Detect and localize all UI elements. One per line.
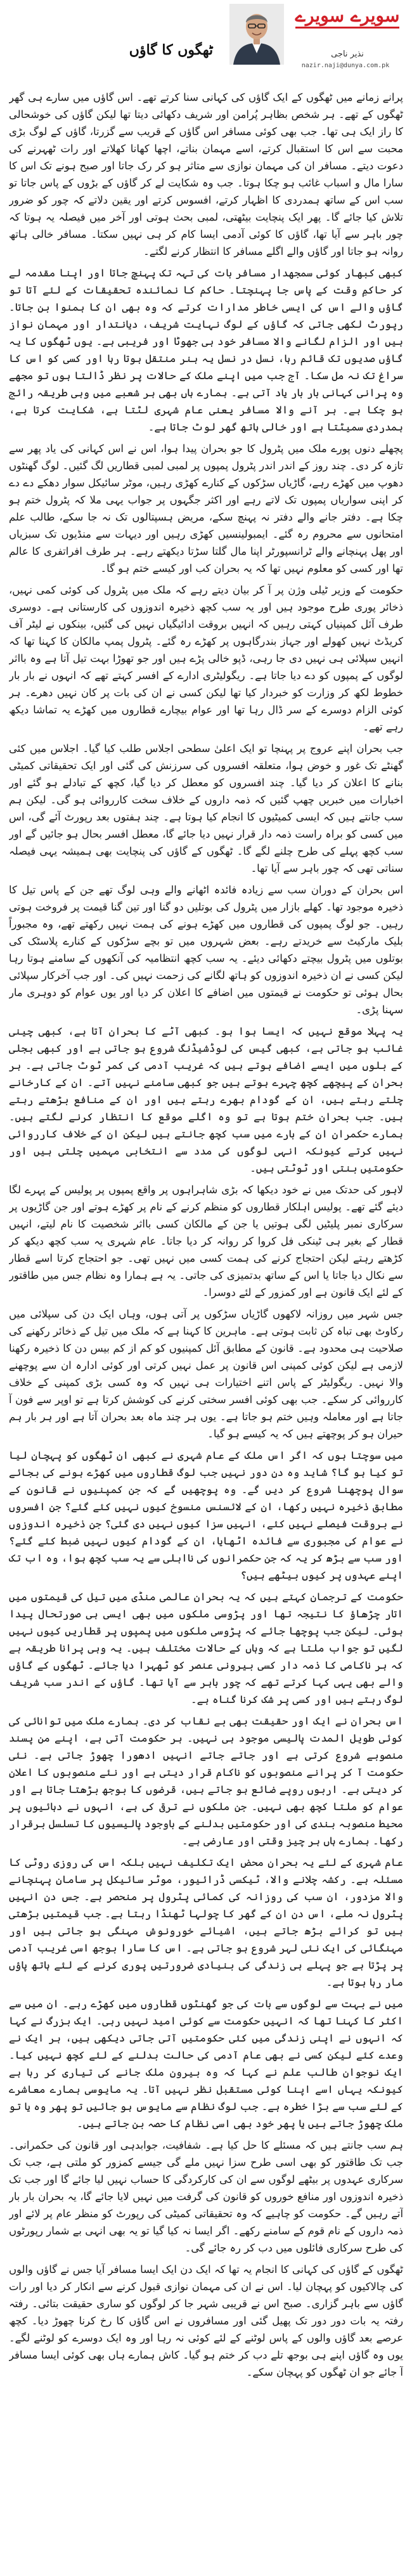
article-paragraph: لاہور کی حدتک میں نے خود دیکھا کہ بڑی شاہراہوں پر واقع پمپوں پر پولیس کے پہرے لگا دیئے گئے تھے۔ پولیس اہلکار قطاروں کو منظم کرنے کے نام پر کھڑے ہوتے اور جن گاڑیوں پر سرکاری نمبر پلیٹیں لگی ہوتیں یا جن کے مالکان کسی بااثر شخصیت کا نام لیتے، انہیں قطار کے بغیر ہی ٹینکی فل کروا کر روانہ کر دیا جاتا۔ عام شہری یہ سب کچھ دیکھ کر کڑھتے رہتے لیکن احتجاج کرنے کی ہمت کسی میں نہیں تھی۔ جو احتجاج کرتا اسے قطار سے نکال دیا جاتا یا اس کے ساتھ بدتمیزی کی جاتی۔ یہ ہے ہمارا وہ نظام جس میں طاقتور کے لئے ایک قانون ہے اور کمزور کے لئے دوسرا۔	[9, 1184, 403, 1298]
author-portrait-icon	[229, 4, 284, 65]
article-paragraph: حکومت کے ترجمان کہتے ہیں کہ یہ بحران عالمی منڈی میں تیل کی قیمتوں میں اتار چڑھاؤ کا نتیجہ تھا اور پڑوسی ملکوں میں بھی ایسی ہی صورتحال پیدا ہوئی۔ لیکن جب پوچھا جائے کہ پڑوسی ملکوں میں پمپوں پر قطاریں کیوں نہیں لگیں تو جواب ملتا ہے کہ وہاں کے حالات مختلف ہیں۔ یہ وہی پرانا طریقہ ہے کہ ہر ناکامی کا ذمہ دار کسی بیرونی عنصر کو ٹھہرا دیا جائے۔ ٹھگوں کے گاؤں والے بھی یہی کہا کرتے تھے کہ چور باہر سے آیا تھا۔ گاؤں کے اندر سب شریف لوگ رہتے ہیں اور کسی پر شک کرنا گناہ ہے۔	[9, 1591, 403, 1705]
author-email: nazir.naji@dunya.com.pk	[301, 62, 390, 69]
article-paragraph: پرانے زمانے میں ٹھگوں کے ایک گاؤں کی کہانی سنا کرتے تھے۔ اس گاؤں میں سارے ہی گھر ٹھگوں کے تھے۔ ہر شخص بظاہر پُرامن اور شریف دکھائی دیتا تھا لیکن گاؤں کی خوشحالی کا راز ایک ہی تھا۔ جب بھی کوئی مسافر اس گاؤں کے قریب سے گزرتا، گاؤں کے لوگ بڑی محبت سے اس کا استقبال کرتے، اسے مہمان بناتے، اچھا کھانا کھلاتے اور رات ٹھہرنے کی دعوت دیتے۔ مسافر ان کی مہمان نوازی سے متاثر ہو کر رک جاتا اور صبح ہونے تک اس کا سارا مال و اسباب غائب ہو چکا ہوتا۔ جب وہ شکایت لے کر گاؤں کے بڑوں کے پاس جاتا تو سب اس کے ساتھ ہمدردی کا اظہار کرتے، افسوس کرتے اور یقین دلاتے کہ چور کو ضرور تلاش کیا جائے گا۔ پھر ایک پنچایت بیٹھتی، لمبی بحث ہوتی اور آخر میں فیصلہ یہ ہوتا کہ چور باہر سے آیا تھا، گاؤں کا کوئی آدمی ایسا کام کر ہی نہیں سکتا۔ مسافر خالی ہاتھ روانہ ہو جاتا اور گاؤں والے اگلے مسافر کا انتظار کرنے لگتے۔	[9, 91, 403, 257]
article-paragraph: عام شہری کے لئے یہ بحران محض ایک تکلیف نہیں بلکہ اس کی روزی روٹی کا مسئلہ ہے۔ رکشہ چلانے والا، ٹیکسی ڈرائیور، موٹر سائیکل پر سامان پہنچانے والا مزدور، ان سب کی روزانہ کی کمائی پٹرول پر منحصر ہے۔ جس دن انہیں پٹرول نہ ملے، اس دن ان کے گھر کا چولہا ٹھنڈا رہتا ہے۔ جب قیمتیں بڑھتی ہیں تو کرائے بڑھ جاتے ہیں، اشیائے خورونوش مہنگی ہو جاتی ہیں اور مہنگائی کی ایک نئی لہر شروع ہو جاتی ہے۔ اس کا سارا بوجھ اسی غریب آدمی پر پڑتا ہے جو پہلے ہی زندگی کی بنیادی ضرورتیں پوری کرنے کے لئے ہاتھ پاؤں مار رہا ہوتا ہے۔	[9, 1856, 403, 1988]
article-paragraph: اس بحران نے ایک اور حقیقت بھی بے نقاب کر دی۔ ہمارے ملک میں توانائی کی کوئی طویل المدت پالیسی موجود ہی نہیں۔ ہر حکومت آتی ہے، اپنے من پسند منصوبے شروع کرتی ہے اور جاتے جاتے انہیں ادھورا چھوڑ جاتی ہے۔ نئی حکومت آ کر پرانے منصوبوں کو ناکام قرار دیتی ہے اور نئے منصوبوں کا اعلان کر دیتی ہے۔ اربوں روپے ضائع ہو جاتے ہیں، قرضوں کا بوجھ بڑھتا جاتا ہے اور عوام کو ملتا کچھ بھی نہیں۔ جن ملکوں نے ترقی کی ہے، انہوں نے دہائیوں پر محیط منصوبہ بندی کی اور حکومتیں بدلنے کے باوجود پالیسیوں کا تسلسل برقرار رکھا۔ ہمارے ہاں ہر چیز وقتی اور عارضی ہے۔	[9, 1715, 403, 1847]
article-paragraph: ہم سب جانتے ہیں کہ مسئلے کا حل کیا ہے۔ شفافیت، جوابدہی اور قانون کی حکمرانی۔ جب تک طاقتور کو بھی اسی طرح سزا نہیں ملے گی جیسے کمزور کو ملتی ہے، جب تک سرکاری عہدوں پر بیٹھے لوگوں سے ان کی کارکردگی کا حساب نہیں لیا جائے گا اور جب تک ذخیرہ اندوزوں اور منافع خوروں کو قانون کی گرفت میں نہیں لایا جائے گا، یہ بحران بار بار آتے رہیں گے۔ حکومت کو چاہیے کہ وہ تحقیقاتی کمیٹی کی رپورٹ کو منظر عام پر لائے اور ذمہ داروں کے نام قوم کے سامنے رکھے۔ اگر ایسا نہ کیا گیا تو یہ بھی انہی بے شمار رپورٹوں کی طرح سرکاری فائلوں میں دب کر رہ جائے گی۔	[9, 2139, 403, 2254]
article-paragraph: پچھلے دنوں پورے ملک میں پٹرول کا جو بحران پیدا ہوا، اس نے اس کہانی کی یاد پھر سے تازہ کر دی۔ چند روز کے اندر اندر پٹرول پمپوں پر لمبی لمبی قطاریں لگ گئیں۔ لوگ گھنٹوں دھوپ میں کھڑے رہے، گاڑیاں سڑکوں کے کنارے کھڑی رہیں، موٹر سائیکل سوار دھکے دے دے کر اپنی سواریاں پمپوں تک لاتے رہے اور اکثر جگہوں پر جواب یہی ملا کہ پٹرول ختم ہو چکا ہے۔ دفتر جانے والے دفتر نہ پہنچ سکے، مریض ہسپتالوں تک نہ جا سکے، طالب علم امتحانوں سے محروم رہ گئے۔ ایمبولینسیں کھڑی رہیں اور دیہات سے منڈیوں تک سبزیاں اور پھل پہنچانے والے ٹرانسپورٹر اپنا مال گلتا سڑتا دیکھتے رہے۔ ہر طرف افراتفری کا عالم تھا اور کسی کو معلوم نہیں تھا کہ یہ بحران کب اور کیسے ختم ہو گا۔	[9, 443, 403, 574]
article-paragraph: اس بحران کے دوران سب سے زیادہ فائدہ اٹھانے والے وہی لوگ تھے جن کے پاس تیل کا ذخیرہ موجود تھا۔ کھلے بازار میں پٹرول کی بوتلیں دو گنا اور تین گنا قیمت پر فروخت ہوتی رہیں۔ جو لوگ پمپوں کی قطاروں میں کھڑے ہونے کی ہمت نہیں رکھتے تھے، وہ مجبوراً بلیک مارکیٹ سے خریدتے رہے۔ بعض شہروں میں تو بچے سڑکوں کے کنارے پلاسٹک کی بوتلوں میں پٹرول بیچتے دکھائی دیئے۔ یہ سب کچھ انتظامیہ کی آنکھوں کے سامنے ہوتا رہا لیکن کسی نے ان ذخیرہ اندوزوں کو ہاتھ لگانے کی زحمت نہیں کی۔ اور جب آخرکار سپلائی بحال ہوئی تو حکومت نے قیمتوں میں اضافے کا اعلان کر دیا اور یوں عوام کو دوہری مار سہنا پڑی۔	[9, 884, 403, 1016]
article-paragraph: جس شہر میں روزانہ لاکھوں گاڑیاں سڑکوں پر آتی ہوں، وہاں ایک دن کی سپلائی میں رکاوٹ بھی تباہ کن ثابت ہوتی ہے۔ ماہرین کا کہنا ہے کہ ملک میں تیل کے ذخائر رکھنے کی صلاحیت ہی محدود ہے۔ قانون کے مطابق آئل کمپنیوں کو کم از کم بیس دن کا ذخیرہ رکھنا لازمی ہے لیکن کوئی کمپنی اس قانون پر عمل نہیں کرتی اور کوئی ادارہ ان سے پوچھنے والا نہیں۔ ریگولیٹر کے پاس اتنے اختیارات ہی نہیں کہ وہ کسی بڑی کمپنی کے خلاف کارروائی کر سکے۔ جب بھی کوئی افسر سختی کرنے کی کوشش کرتا ہے تو اوپر سے فون آ جاتا ہے اور معاملہ وہیں ختم ہو جاتا ہے۔ یوں ہر چند ماہ بعد بحران آتا ہے اور ہر بار ہم حیران ہو کر پوچھتے ہیں کہ یہ کیسے ہو گیا۔	[9, 1308, 403, 1440]
article-body	[9, 89, 403, 2565]
masthead-underline	[295, 27, 399, 29]
author-name: نذیر ناجی	[331, 49, 364, 59]
column-title: ٹھگوں کا گاؤں	[129, 42, 214, 58]
article-paragraph: میں نے بہت سے لوگوں سے بات کی جو گھنٹوں قطاروں میں کھڑے رہے۔ ان میں سے اکثر کا کہنا تھا کہ انہیں حکومت سے کوئی امید نہیں رہی۔ ایک بزرگ نے کہا کہ انہوں نے اپنی زندگی میں کئی حکومتیں آتی جاتی دیکھی ہیں، ہر ایک نے وعدے کئے لیکن کسی نے بھی عام آدمی کی حالت بدلنے کے لئے کچھ نہیں کیا۔ ایک نوجوان طالب علم نے کہا کہ وہ بیرون ملک جانے کی تیاری کر رہا ہے کیونکہ یہاں اسے اپنا کوئی مستقبل نظر نہیں آتا۔ یہ مایوسی ہمارے معاشرے کے لئے سب سے بڑا خطرہ ہے۔ جب لوگ نظام سے مایوس ہو جائیں تو پھر وہ یا تو ملک چھوڑ جاتے ہیں یا پھر خود بھی اسی نظام کا حصہ بن جاتے ہیں۔	[9, 1998, 403, 2130]
article-paragraph: میں سوچتا ہوں کہ اگر اس ملک کے عام شہری نے کبھی ان ٹھگوں کو پہچان لیا تو کیا ہو گا؟ شاید وہ دن دور نہیں جب لوگ قطاروں میں کھڑے ہونے کی بجائے سوال پوچھنا شروع کر دیں گے۔ وہ پوچھیں گے کہ جن کمپنیوں نے قانون کے مطابق ذخیرہ نہیں رکھا، ان کے لائسنس منسوخ کیوں نہیں کئے گئے؟ جن افسروں نے بروقت فیصلے نہیں کئے، انہیں سزا کیوں نہیں دی گئی؟ جن ذخیرہ اندوزوں نے عوام کی مجبوری سے فائدہ اٹھایا، ان کے گودام کیوں نہیں ضبط کئے گئے؟ اور سب سے بڑھ کر یہ کہ جن حکمرانوں کی نااہلی سے یہ سب کچھ ہوا، وہ اب تک اپنے عہدوں پر کیوں بیٹھے ہیں؟	[9, 1449, 403, 1581]
article-paragraph: کبھی کبھار کوئی سمجھدار مسافر بات کی تہہ تک پہنچ جاتا اور اپنا مقدمہ لے کر حاکمِ وقت کے پاس جا پہنچتا۔ حاکم کا نمائندہ تحقیقات کے لئے آتا تو گاؤں والے اس کی ایسی خاطر مدارات کرتے کہ وہ بھی ان کا ہمنوا بن جاتا۔ رپورٹ لکھی جاتی کہ گاؤں کے لوگ نہایت شریف، دیانتدار اور مہمان نواز ہیں اور الزام لگانے والا مسافر خود ہی جھوٹا اور فریبی ہے۔ یوں ٹھگوں کا یہ گاؤں صدیوں تک قائم رہا، نسل در نسل یہ ہنر منتقل ہوتا رہا اور کسی کو اس کا سراغ تک نہ مل سکا۔ آج جب میں اپنے ملک کے حالات پر نظر ڈالتا ہوں تو مجھے وہ پرانی کہانی بار بار یاد آتی ہے۔ ہمارے ہاں بھی ہر شعبے میں وہی طریقہ رائج ہو چکا ہے۔ ہر آنے والا مسافر یعنی عام شہری لٹتا ہے، شکایت کرتا ہے، ہمدردی سمیٹتا ہے اور خالی ہاتھ گھر لوٹ جاتا ہے۔	[9, 267, 403, 433]
masthead-title: سویرے سویرے	[295, 5, 400, 26]
column-masthead	[290, 6, 404, 49]
author-photo	[229, 4, 284, 65]
article-paragraph: جب بحران اپنے عروج پر پہنچا تو ایک اعلیٰ سطحی اجلاس طلب کیا گیا۔ اجلاس میں کئی گھنٹے تک غور و خوض ہوا، متعلقہ افسروں کی سرزنش کی گئی اور ایک تحقیقاتی کمیٹی بنانے کا اعلان کر دیا گیا۔ چند افسروں کو معطل کر دیا گیا، کچھ کے تبادلے ہو گئے اور اخبارات میں خبریں چھپ گئیں کہ ذمہ داروں کے خلاف سخت کارروائی ہو گی۔ لیکن ہم سب جانتے ہیں کہ ایسی کمیٹیوں کا انجام کیا ہوتا ہے۔ چند ہفتوں بعد رپورٹ آئے گی، اس میں کسی کو براہ راست ذمہ دار قرار نہیں دیا جائے گا، معطل افسر بحال ہو جائیں گے اور سب کچھ پہلے کی طرح چلنے لگے گا۔ ٹھگوں کے گاؤں کی پنچایت بھی ہمیشہ یہی فیصلہ سناتی تھی کہ چور باہر سے آیا تھا۔	[9, 742, 403, 874]
article-paragraph: یہ پہلا موقع نہیں کہ ایسا ہوا ہو۔ کبھی آٹے کا بحران آتا ہے، کبھی چینی غائب ہو جاتی ہے، کبھی گیس کی لوڈشیڈنگ شروع ہو جاتی ہے اور کبھی بجلی کے بلوں میں ایسے اضافے ہوتے ہیں کہ غریب آدمی کی کمر ٹوٹ جاتی ہے۔ ہر بحران کے پیچھے کچھ چہرے ہوتے ہیں جو کبھی سامنے نہیں آتے۔ ان کے کارخانے چلتے رہتے ہیں، ان کے گودام بھرے رہتے ہیں اور ان کے منافع بڑھتے رہتے ہیں۔ جب بحران ختم ہوتا ہے تو وہ اگلے موقع کا انتظار کرنے لگتے ہیں۔ ہمارے حکمران ان کے بارے میں سب کچھ جانتے ہیں لیکن ان کے خلاف کارروائی نہیں کرتے کیونکہ انہی لوگوں کی مدد سے انتخابی مہمیں چلتی ہیں اور حکومتیں بنتی اور ٹوٹتی ہیں۔	[9, 1025, 403, 1174]
article-paragraph: ٹھگوں کے گاؤں کی کہانی کا انجام یہ تھا کہ ایک دن ایک ایسا مسافر آیا جس نے گاؤں والوں کی چالاکیوں کو پہچان لیا۔ اس نے ان کی مہمان نوازی قبول کرنے سے انکار کر دیا اور رات گاؤں سے باہر گزاری۔ صبح اس نے قریبی شہر جا کر لوگوں کو ساری حقیقت بتائی۔ رفتہ رفتہ یہ بات دور دور تک پھیل گئی اور مسافروں نے اس گاؤں کا رخ کرنا چھوڑ دیا۔ کچھ عرصے بعد گاؤں والوں کے پاس لوٹنے کے لئے کوئی نہ رہا اور وہ ایک دوسرے کو لوٹنے لگے۔ یوں وہ گاؤں اپنے ہی بوجھ تلے دب کر ختم ہو گیا۔ کاش ہمارے ہاں بھی کوئی ایسا مسافر آ جائے جو ان ٹھگوں کو پہچان سکے۔	[9, 2263, 403, 2378]
column-header	[0, 0, 412, 82]
article-paragraph: حکومت کے وزیر ٹیلی وژن پر آ کر بیان دیتے رہے کہ ملک میں پٹرول کی کوئی کمی نہیں، ذخائر پوری طرح موجود ہیں اور یہ سب کچھ ذخیرہ اندوزوں کی کارستانی ہے۔ دوسری طرف آئل کمپنیاں کہتی رہیں کہ انہیں بروقت ادائیگیاں نہیں کی گئیں، بینکوں نے لیٹر آف کریڈٹ نہیں کھولے اور جہاز بندرگاہوں پر کھڑے رہ گئے۔ پٹرول پمپ مالکان کا کہنا تھا کہ انہیں سپلائی ہی نہیں دی جا رہی، ڈپو خالی پڑے ہیں اور جو تھوڑا بہت تیل آتا ہے وہ بااثر لوگوں کے پمپوں کو دے دیا جاتا ہے۔ ریگولیٹری ادارے کے افسر کہتے تھے کہ انہوں نے بار بار خطوط لکھ کر وزارت کو خبردار کیا تھا لیکن کسی نے ان کی بات پر کان نہیں دھرے۔ ہر کوئی الزام دوسرے کے سر ڈال رہا تھا اور عوام بیچارے قطاروں میں کھڑے یہ تماشا دیکھ رہے تھے۔	[9, 584, 403, 733]
